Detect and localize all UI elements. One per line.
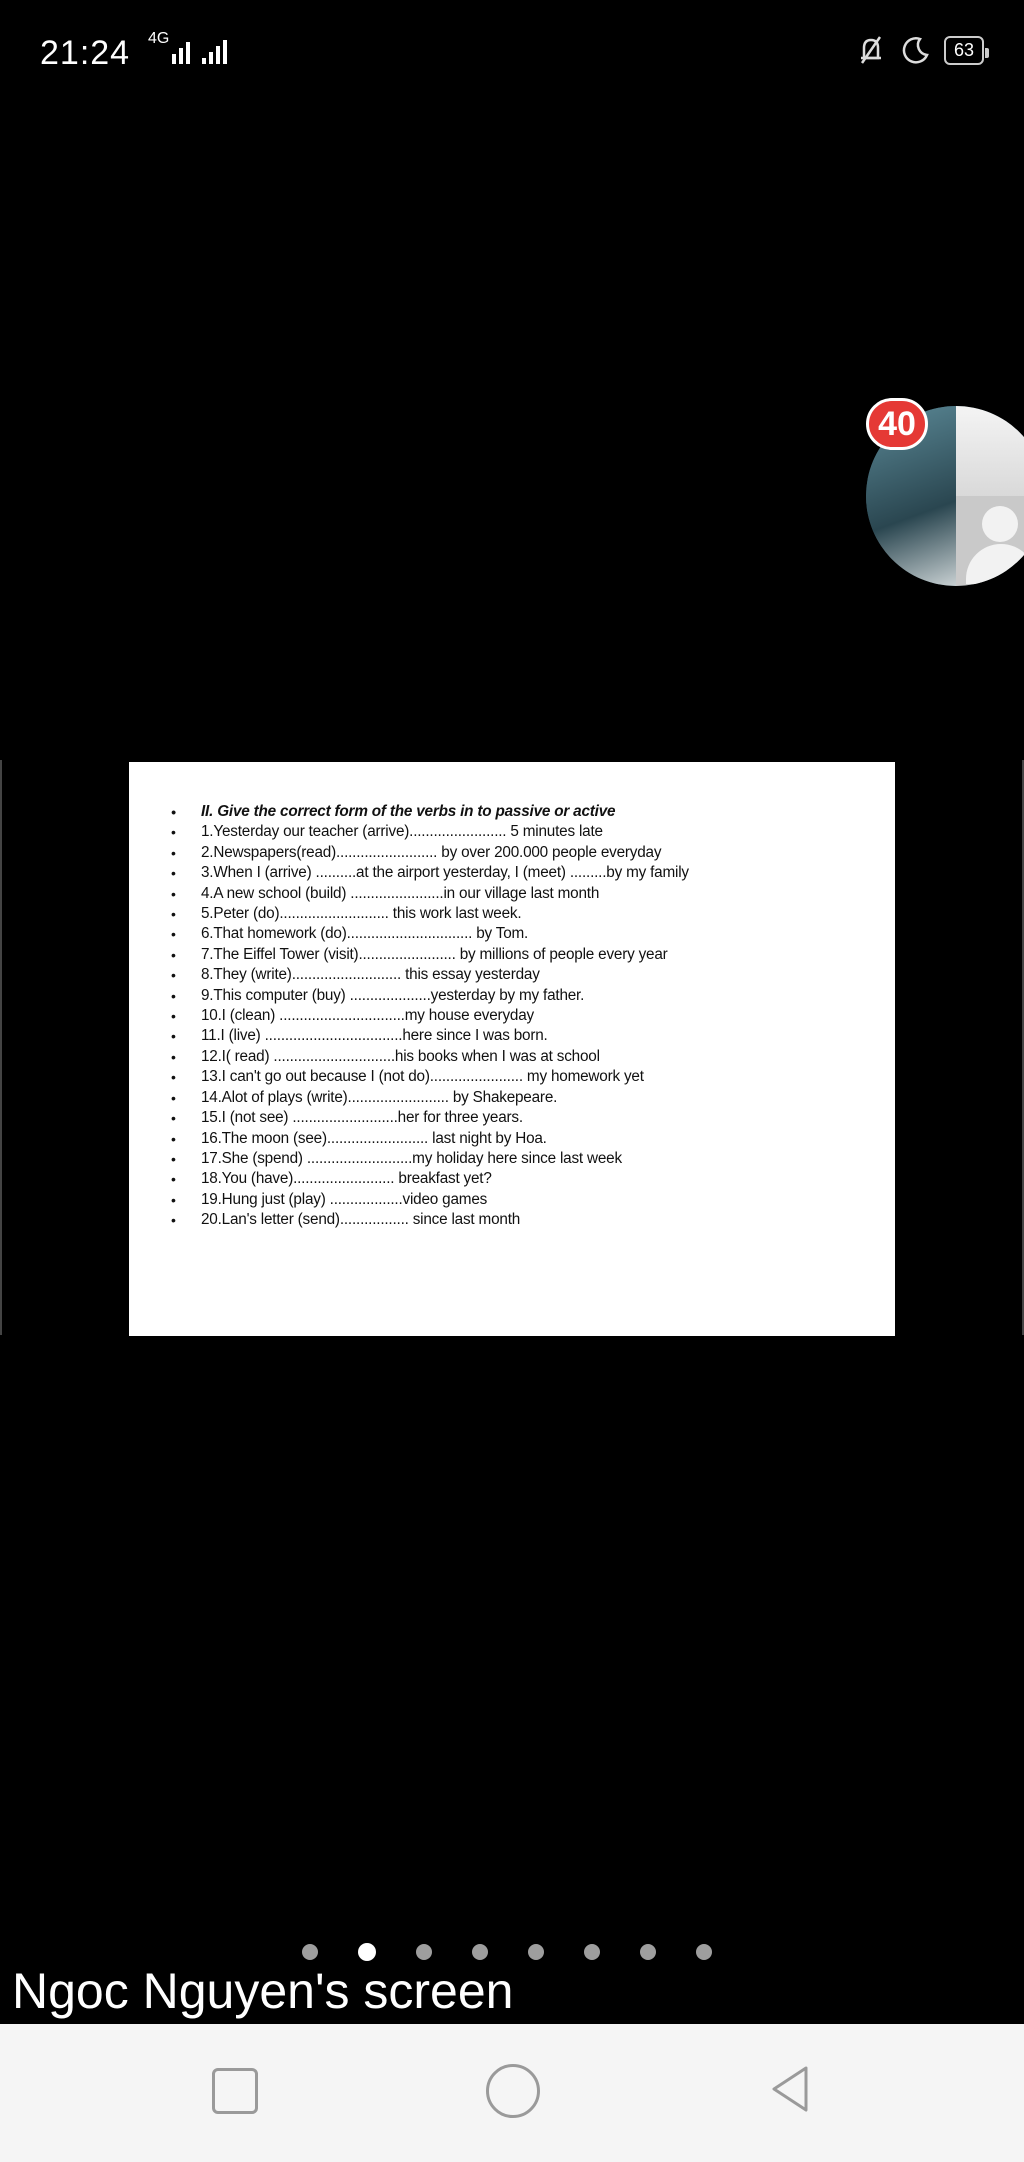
divider <box>0 760 2 1335</box>
person-icon <box>982 506 1018 542</box>
page-dot-active[interactable] <box>358 1943 376 1961</box>
home-icon[interactable] <box>486 2064 540 2118</box>
exercise-item: • 9.This computer (buy) ....................yesterday by my father. <box>171 986 871 1006</box>
moon-icon <box>900 35 930 65</box>
exercise-item: • 2.Newspapers(read)......................... by over 200.000 people everyday <box>171 843 871 863</box>
exercise-item: • 7.The Eiffel Tower (visit)........................ by millions of people every year <box>171 945 871 965</box>
exercise-item: • 5.Peter (do)........................... this work last week. <box>171 904 871 924</box>
exercise-item: • 17.She (spend) ..........................my holiday here since last week <box>171 1149 871 1169</box>
shared-document <box>129 762 895 1336</box>
exercise-item: • 14.Alot of plays (write)......................... by Shakepeare. <box>171 1088 871 1108</box>
exercise-item: • 16.The moon (see)......................... last night by Hoa. <box>171 1129 871 1149</box>
screen-share-label: Ngoc Nguyen's screen <box>12 1963 514 2019</box>
exercise-item: • 12.I( read) ..............................his books when I was at school <box>171 1047 871 1067</box>
exercise-item: • 8.They (write)........................... this essay yesterday <box>171 965 871 985</box>
exercise-item: • 10.I (clean) ...............................my house everyday <box>171 1006 871 1026</box>
exercise-item: • 1.Yesterday our teacher (arrive)........................ 5 minutes late <box>171 822 871 842</box>
exercise-item: • 20.Lan's letter (send)................. since last month <box>171 1210 871 1230</box>
back-icon[interactable] <box>766 2062 814 2116</box>
status-time: 21:24 <box>40 34 131 72</box>
exercise-item: • 3.When I (arrive) ..........at the airport yesterday, I (meet) .........by my family <box>171 863 871 883</box>
navigation-bar <box>0 2024 1024 2162</box>
status-icons <box>856 34 984 66</box>
signal-icon <box>172 38 232 64</box>
page-dot[interactable] <box>696 1944 712 1960</box>
exercise-item: • 19.Hung just (play) ..................video games <box>171 1190 871 1210</box>
exercise-item: • 11.I (live) ..................................here since I was born. <box>171 1026 871 1046</box>
battery-icon: 63 <box>944 36 984 65</box>
avatar <box>956 406 1024 496</box>
exercise-item: • 15.I (not see) ..........................her for three years. <box>171 1108 871 1128</box>
page-dot[interactable] <box>416 1944 432 1960</box>
exercise-item: • 4.A new school (build) .......................in our village last month <box>171 884 871 904</box>
exercise-item: • 6.That homework (do)............................... by Tom. <box>171 924 871 944</box>
notification-badge: 40 <box>866 398 928 450</box>
status-bar <box>0 0 1024 110</box>
page-dot[interactable] <box>302 1944 318 1960</box>
exercise-heading: • II. Give the correct form of the verbs in to passive or active <box>171 802 871 822</box>
page-dot[interactable] <box>472 1944 488 1960</box>
page-dot[interactable] <box>640 1944 656 1960</box>
recents-icon[interactable] <box>212 2068 258 2114</box>
exercise-item: • 13.I can't go out because I (not do)....................... my homework yet <box>171 1067 871 1087</box>
page-indicator[interactable] <box>302 1943 712 1961</box>
page-dot[interactable] <box>584 1944 600 1960</box>
exercise-list <box>171 802 871 1231</box>
page-dot[interactable] <box>528 1944 544 1960</box>
network-type: 4G <box>148 30 170 47</box>
exercise-item: • 18.You (have)......................... breakfast yet? <box>171 1169 871 1189</box>
mute-bell-icon <box>856 34 886 66</box>
